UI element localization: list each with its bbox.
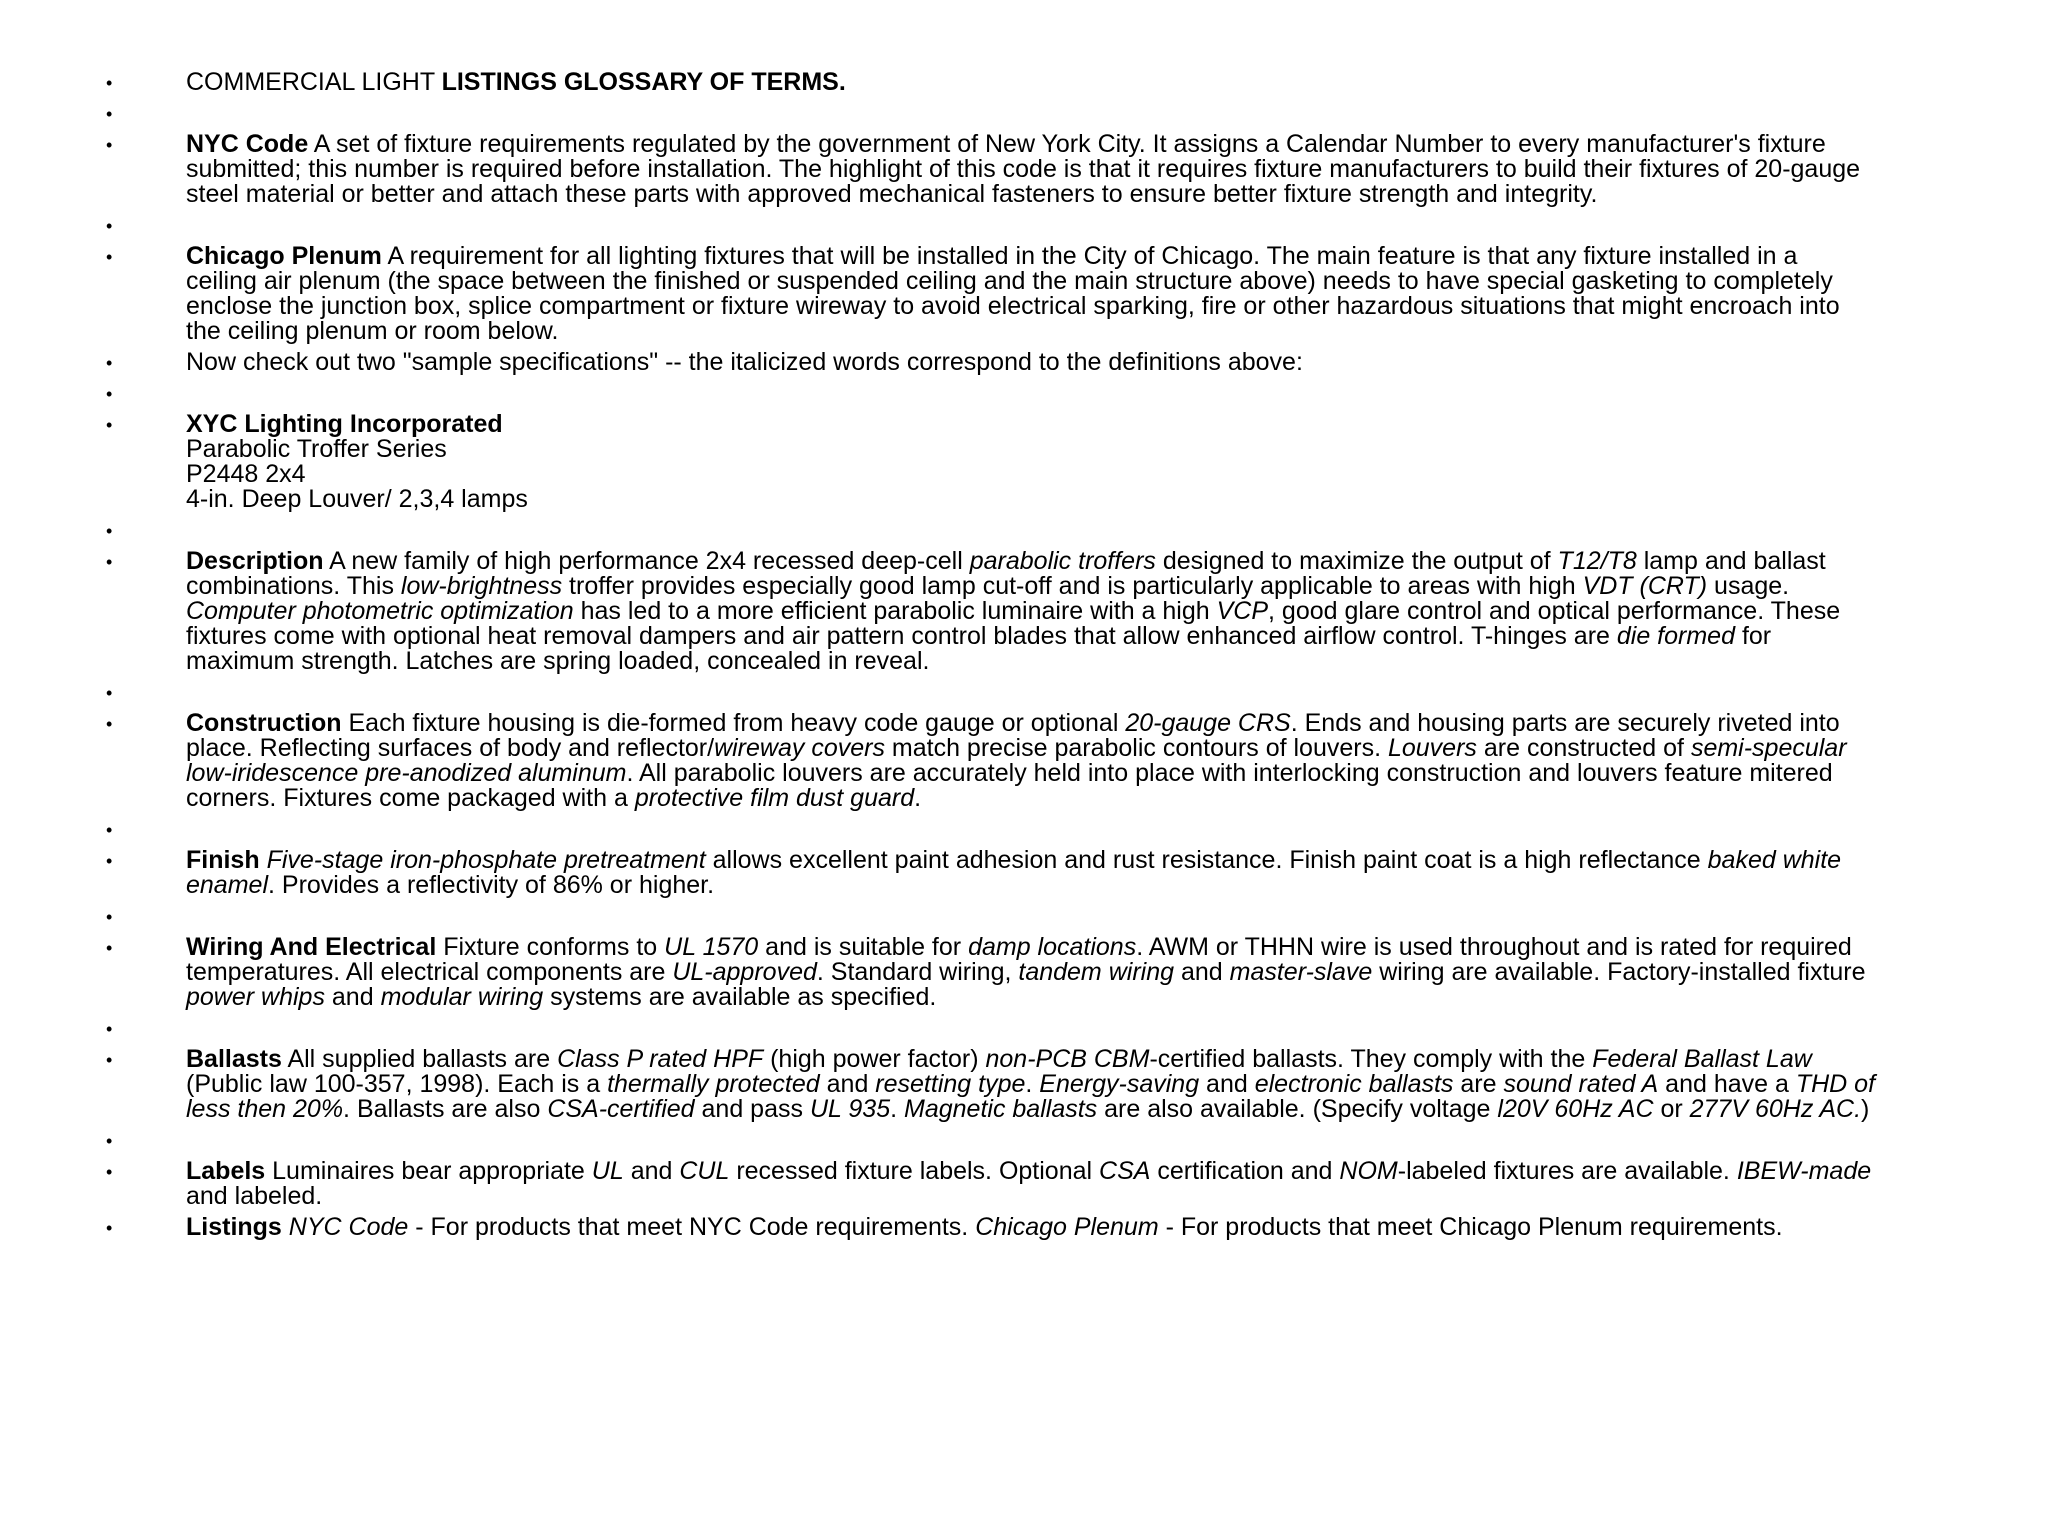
bullet-marker: • [106,683,113,703]
term-heading: Listings [186,1213,282,1241]
italic-term: UL [591,1157,624,1185]
bullet-marker: • [106,714,113,734]
bullet-marker: • [106,1218,113,1238]
empty-bullet-item [0,381,2048,406]
bullet-marker: • [106,384,113,404]
text-run: match precise parabolic contours of louvers. [884,734,1388,762]
text-line [186,599,1988,624]
text-run: . [914,784,922,812]
text-run: and [324,983,381,1011]
italic-term: protective film dust guard [634,784,915,812]
glossary-entry [0,1159,2048,1209]
empty-line [186,817,1988,842]
text-run: A new family of high performance 2x4 recessed deep-cell [323,547,970,575]
text-line [186,294,1988,319]
text-line [186,761,1988,786]
glossary-entry [0,935,2048,1010]
text-run: . AWM or THHN wire is used throughout and is rated for required [1136,933,1852,961]
empty-line [186,1016,1988,1041]
text-line [186,1184,1988,1209]
bullet-marker: • [106,1050,113,1070]
glossary-entry [0,1047,2048,1122]
italic-term: baked white [1707,846,1842,874]
text-run: . Ballasts are also [343,1095,548,1123]
text-run: place. Reflecting surfaces of body and reflector/ [186,734,715,762]
italic-term: T12/T8 [1557,547,1637,575]
text-run: P2448 2x4 [186,460,306,488]
text-run: and labeled. [186,1182,323,1210]
text-run: ceiling air plenum (the space between the finished or suspended ceiling and the main structure above) needs to have special gasketing to completely [186,267,1833,295]
term-heading: Finish [186,846,260,874]
text-run: for [1735,622,1772,650]
empty-line [186,518,1988,543]
text-run: . Provides a reflectivity of 86% or higher. [268,871,715,899]
term-heading: Chicago Plenum [186,242,382,270]
text-run: maximum strength. Latches are spring loaded, concealed in reveal. [186,647,930,675]
text-run: (Public law 100-357, 1998). Each is a [186,1070,608,1098]
italic-term: tandem wiring [1018,958,1175,986]
bullet-marker: • [106,907,113,927]
italic-term: THD of [1795,1070,1876,1098]
text-line [186,132,1988,157]
italic-term: UL-approved [672,958,817,986]
text-run: and [1174,958,1230,986]
italic-term: NYC Code [288,1213,409,1241]
empty-bullet-item [0,680,2048,705]
glossary-entry [0,244,2048,344]
text-run: fixtures come with optional heat removal dampers and air pattern control blades that allow enhanced airflow control. T-hinges are [186,622,1617,650]
text-run: combinations. This [186,572,401,600]
text-run: 4-in. Deep Louver/ 2,3,4 lamps [186,485,528,513]
text-run: and pass [694,1095,810,1123]
italic-term: die formed [1616,622,1735,650]
term-heading: NYC Code [186,130,309,158]
text-run: and [819,1070,876,1098]
empty-line [186,381,1988,406]
italic-term: low-iridescence pre-anodized aluminum [186,759,627,787]
text-line [186,574,1988,599]
text-line [186,1047,1988,1072]
italic-term: Magnetic ballasts [904,1095,1098,1123]
text-run [260,846,267,874]
empty-bullet-item [0,904,2048,929]
italic-term: semi-specular [1690,734,1847,762]
text-line [186,736,1988,761]
term-heading: Labels [186,1157,266,1185]
italic-term: VDT (CRT) [1582,572,1708,600]
text-run: A set of fixture requirements regulated by the government of New York City. It assigns a Calendar Number to every manufacturer's fixture [308,130,1826,158]
italic-term: Federal Ballast Law [1592,1045,1812,1073]
text-line [186,70,1988,95]
text-run: (high power factor) [763,1045,986,1073]
italic-term: Class P rated HPF [557,1045,764,1073]
italic-term: Louvers [1387,734,1477,762]
text-line [186,985,1988,1010]
glossary-document [0,70,2048,1240]
italic-term: electronic ballasts [1254,1070,1454,1098]
text-line [186,437,1988,462]
bullet-marker: • [106,1131,113,1151]
text-line [186,487,1988,512]
bullet-marker: • [106,1019,113,1039]
text-line [186,350,1988,375]
text-run: and is suitable for [758,933,969,961]
italic-term: modular wiring [380,983,544,1011]
glossary-entry [0,1215,2048,1240]
bullet-marker: • [106,820,113,840]
italic-term: CSA [1099,1157,1151,1185]
empty-bullet-item [0,518,2048,543]
term-heading: Construction [186,709,342,737]
bullet-marker: • [106,353,113,373]
bullet-marker: • [106,247,113,267]
text-line [186,786,1988,811]
text-line [186,269,1988,294]
text-run: are constructed of [1476,734,1691,762]
text-line [186,412,1988,437]
text-run: All supplied ballasts are [281,1045,558,1073]
italic-term: UL 1570 [664,933,759,961]
italic-term: less then 20% [186,1095,344,1123]
glossary-entry [0,70,2048,95]
italic-term: 20-gauge CRS [1125,709,1291,737]
glossary-entry [0,132,2048,207]
text-run [282,1213,289,1241]
text-line [186,624,1988,649]
term-heading: XYC Lighting Incorporated [186,410,503,438]
italic-term: sound rated A [1503,1070,1659,1098]
text-run: Now check out two "sample specifications" -- the italicized words correspond to the definitions above: [186,348,1303,376]
text-line [186,549,1988,574]
bullet-marker: • [106,521,113,541]
empty-line [186,904,1988,929]
italic-term: Computer photometric optimization [186,597,574,625]
empty-bullet-item [0,1128,2048,1153]
italic-term: wireway covers [714,734,885,762]
text-line [186,1215,1988,1240]
text-run: ) [1861,1095,1870,1123]
bullet-marker: • [106,851,113,871]
bullet-marker: • [106,415,113,435]
italic-term: power whips [186,983,325,1011]
italic-term: CUL [679,1157,730,1185]
text-line [186,157,1988,182]
italic-term: enamel [186,871,268,899]
italic-term: CSA-certified [547,1095,695,1123]
text-run: and [623,1157,680,1185]
text-line [186,873,1988,898]
bullet-marker: • [106,938,113,958]
italic-term: low-brightness [400,572,563,600]
text-line [186,1159,1988,1184]
italic-term: damp locations [968,933,1137,961]
text-line [186,1072,1988,1097]
italic-term: resetting type [875,1070,1026,1098]
italic-term: VCP [1216,597,1269,625]
text-run: Each fixture housing is die-formed from heavy code gauge or optional [341,709,1126,737]
text-run: . [890,1095,905,1123]
text-run: -labeled fixtures are available. [1397,1157,1737,1185]
text-run: . Standard wiring, [816,958,1019,986]
empty-bullet-item [0,1016,2048,1041]
text-run: wiring are available. Factory-installed fixture [1372,958,1866,986]
bullet-marker: • [106,104,113,124]
text-run: the ceiling plenum or room below. [186,317,559,345]
text-run: A requirement for all lighting fixtures that will be installed in the City of Chicago. The main feature is that any fixture installed in a [381,242,1798,270]
text-run: temperatures. All electrical components are [186,958,673,986]
text-run: steel material or better and attach these parts with approved mechanical fasteners to ensure better fixture strength and integrity. [186,180,1598,208]
glossary-entry [0,711,2048,811]
term-heading: LISTINGS GLOSSARY OF TERMS. [441,68,846,96]
text-run: submitted; this number is required before installation. The highlight of this code is that it requires fixture manufacturers to build their fixtures of 20-gauge [186,155,1861,183]
text-run: . [1025,1070,1040,1098]
bullet-marker: • [106,1162,113,1182]
text-run: - For products that meet NYC Code requirements. [408,1213,976,1241]
bullet-marker: • [106,216,113,236]
text-run: troffer provides especially good lamp cut-off and is particularly applicable to areas with high [562,572,1583,600]
bullet-marker: • [106,552,113,572]
text-run: has led to a more efficient parabolic luminaire with a high [573,597,1217,625]
text-run: systems are available as specified. [543,983,937,1011]
text-run: Parabolic Troffer Series [186,435,447,463]
italic-term: UL 935 [809,1095,891,1123]
text-run: or [1653,1095,1690,1123]
text-run: usage. [1707,572,1790,600]
text-run: lamp and ballast [1636,547,1826,575]
term-heading: Wiring And Electrical [186,933,437,961]
glossary-entry [0,848,2048,898]
text-line [186,711,1988,736]
glossary-entry [0,549,2048,674]
empty-bullet-item [0,817,2048,842]
text-line [186,319,1988,344]
text-run: designed to maximize the output of [1155,547,1558,575]
empty-line [186,101,1988,126]
italic-term: Energy-saving [1039,1070,1200,1098]
empty-line [186,680,1988,705]
italic-term: thermally protected [607,1070,820,1098]
text-run: and [1199,1070,1255,1098]
text-run: Fixture conforms to [436,933,665,961]
bullet-marker: • [106,73,113,93]
italic-term: non-PCB CBM [985,1045,1150,1073]
italic-term: Chicago Plenum [975,1213,1159,1241]
text-run: Luminaires bear appropriate [265,1157,592,1185]
italic-term: NOM [1339,1157,1398,1185]
text-run: corners. Fixtures come packaged with a [186,784,635,812]
text-line [186,848,1988,873]
text-line [186,462,1988,487]
text-run: recessed fixture labels. Optional [729,1157,1100,1185]
text-line [186,649,1988,674]
text-line [186,244,1988,269]
text-run: and have a [1658,1070,1796,1098]
empty-line [186,213,1988,238]
bullet-marker: • [106,135,113,155]
italic-term: Five-stage iron-phosphate pretreatment [266,846,706,874]
text-run: are also available. (Specify voltage [1097,1095,1498,1123]
text-run: . All parabolic louvers are accurately held into place with interlocking construction and louvers feature mitered [626,759,1833,787]
text-run: allows excellent paint adhesion and rust resistance. Finish paint coat is a high reflectance [705,846,1708,874]
term-heading: Description [186,547,324,575]
text-line [186,182,1988,207]
empty-bullet-item [0,213,2048,238]
text-line [186,1097,1988,1122]
italic-term: IBEW-made [1736,1157,1872,1185]
text-run: are [1453,1070,1504,1098]
glossary-entry [0,350,2048,375]
empty-line [186,1128,1988,1153]
text-line [186,960,1988,985]
empty-bullet-item [0,101,2048,126]
glossary-entry [0,412,2048,512]
italic-term: 277V 60Hz AC. [1689,1095,1862,1123]
text-run: -certified ballasts. They comply with the [1149,1045,1593,1073]
text-run: certification and [1150,1157,1340,1185]
italic-term: parabolic troffers [969,547,1156,575]
text-line [186,935,1988,960]
term-heading: Ballasts [186,1045,282,1073]
italic-term: l20V 60Hz AC [1497,1095,1654,1123]
italic-term: master-slave [1229,958,1373,986]
text-run: enclose the junction box, splice compartment or fixture wireway to avoid electrical sparking, fire or other hazardous situations that might encroach into [186,292,1840,320]
text-run: - For products that meet Chicago Plenum requirements. [1158,1213,1783,1241]
text-run: . Ends and housing parts are securely riveted into [1290,709,1840,737]
text-run: , good glare control and optical performance. These [1268,597,1841,625]
text-run: COMMERCIAL LIGHT [186,68,442,96]
